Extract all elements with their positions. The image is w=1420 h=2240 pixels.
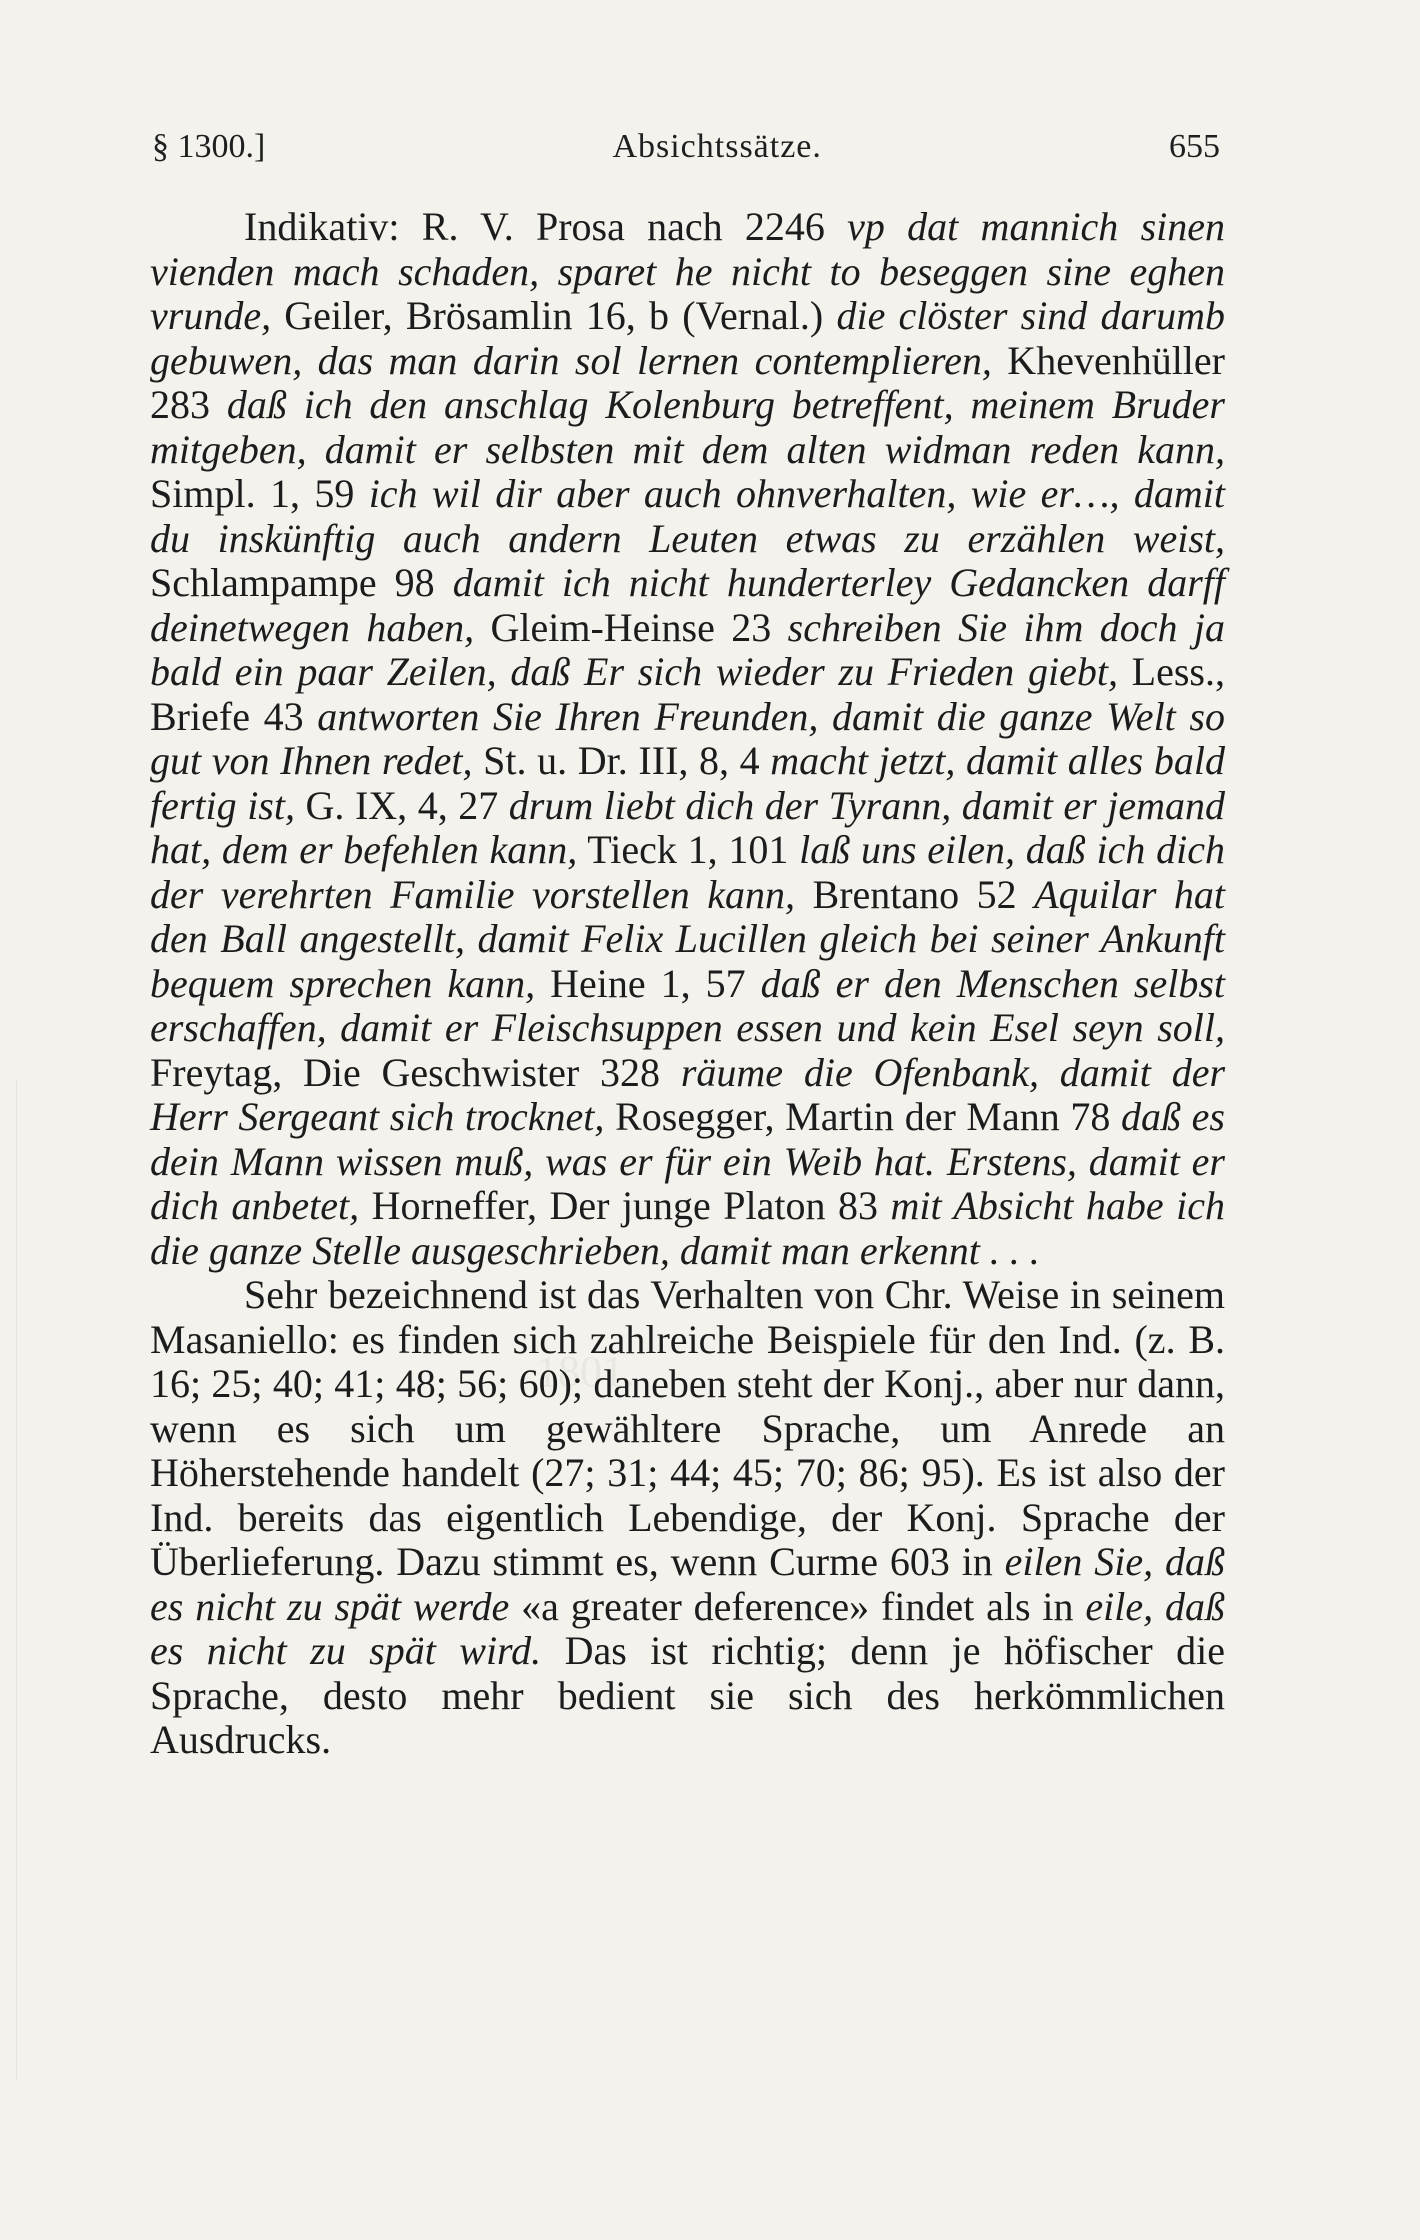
scan-edge-shadow <box>16 1080 17 2080</box>
quoted-example: daß er den Menschen selbst erschaffen, damit er Fleischsuppen essen und kein Esel seyn soll, <box>150 960 1225 1050</box>
text-segment: Brentano 52 <box>795 871 1035 917</box>
text-segment: Simpl. 1, 59 <box>150 471 369 516</box>
quoted-example: räume die Ofenbank, damit der Herr Sergeant sich trocknet, <box>150 1049 1226 1139</box>
main-text <box>150 205 1225 1763</box>
quoted-example: daß es dein Mann wissen muß, was er für ein Weib hat. Erstens, damit er dich anbetet, <box>150 1094 1225 1228</box>
quoted-example: Aquilar hat den Ball angestellt, damit Felix Lucillen gleich bei seiner Ankunft bequem sprechen kann, <box>150 871 1225 1006</box>
text-segment: Gleim-Heinse 23 <box>474 604 788 650</box>
running-header <box>152 128 1220 188</box>
section-reference: § 1300.] <box>152 128 266 165</box>
text-segment: Tieck 1, 101 <box>577 827 800 872</box>
quoted-example: eile, daß es nicht zu spät wird. <box>150 1583 1226 1673</box>
text-segment: Rosegger, Martin der Mann 78 <box>604 1094 1122 1139</box>
text-segment: Khevenhüller 283 <box>150 337 1225 427</box>
quoted-example: daß ich den anschlag Kolenburg betreffent, meinem Bruder mitgeben, damit er selbsten mit dem alten widman reden kann, <box>150 382 1226 472</box>
text-segment: Das ist richtig; denn je höfischer die Sprache, desto mehr bedient sie sich des herkömmlichen Ausdrucks. <box>150 1628 1226 1762</box>
quoted-example: die clöster sind darumb gebuwen, das man darin sol lernen contemplieren, <box>150 293 1225 383</box>
text-segment: St. u. Dr. III, 8, 4 <box>472 738 771 783</box>
quoted-example: eilen Sie, daß es nicht zu spät werde <box>150 1539 1225 1629</box>
text-segment: Schlampampe 98 <box>150 560 453 605</box>
quoted-example: vp dat mannich sinen vienden mach schaden, sparet he nicht to beseggen sine eghen vrunde, <box>150 204 1226 338</box>
text-segment: G. IX, 4, 27 <box>295 782 509 828</box>
text-segment: Geiler, Brösamlin 16, b (Vernal.) <box>271 293 837 338</box>
quoted-example: ich wil dir aber auch ohnverhalten, wie er…, damit du inskünftig auch andern Leuten etwas zu erzählen weist, <box>150 471 1226 561</box>
text-segment: Freytag, Die Geschwister 328 <box>150 1049 681 1095</box>
running-title: Absichtssätze. <box>612 128 822 165</box>
text-segment: Horneffer, Der junge Platon 83 <box>359 1183 891 1228</box>
quoted-example: macht jetzt, damit alles bald fertig ist, <box>150 738 1225 828</box>
quoted-example: mit Absicht habe ich die ganze Stelle ausgeschrieben, damit man erkennt . . . <box>150 1183 1226 1273</box>
quoted-example: schreiben Sie ihm doch ja bald ein paar Zeilen, daß Er sich wieder zu Frieden giebt, <box>150 604 1225 694</box>
quoted-example: drum liebt dich der Tyrann, damit er jemand hat, dem er befehlen kann, <box>150 782 1226 872</box>
paragraph-weise <box>150 1273 1225 1763</box>
text-segment: «a greater deference» findet als in <box>509 1583 1086 1629</box>
text-segment: Less., Briefe 43 <box>150 649 1226 739</box>
text-segment: Sehr bezeichnend ist das Verhalten von Chr. Weise in seinem Masaniello: es finden sich zahlreiche Beispiele für den Ind. (z. B. 16; 25; 40; 41; 48; 56; 60); daneben steht der Konj., aber nur dann, wenn es sich um gewähltere Sprache, um Anrede an Höherstehende handelt (27; 31; 44; 45; 70; 86; 95). Es ist also der Ind. bereits das eigentlich Lebendige, der Konj. Sprache der Überlieferung. Dazu stimmt es, wenn Curme 603 in <box>150 1272 1225 1584</box>
quoted-example: damit ich nicht hunderterley Gedancken darff deinetwegen haben, <box>150 560 1226 650</box>
paragraph-examples <box>150 205 1225 1273</box>
text-segment: Indikativ: R. V. Prosa nach 2246 <box>244 204 848 249</box>
text-segment: Heine 1, 57 <box>535 960 761 1006</box>
page-number: 655 <box>1169 128 1220 165</box>
quoted-example: laß uns eilen, daß ich dich der verehrten Familie vorstellen kann, <box>150 827 1225 917</box>
quoted-example: antworten Sie Ihren Freunden, damit die ganze Welt so gut von Ihnen redet, <box>150 693 1225 783</box>
